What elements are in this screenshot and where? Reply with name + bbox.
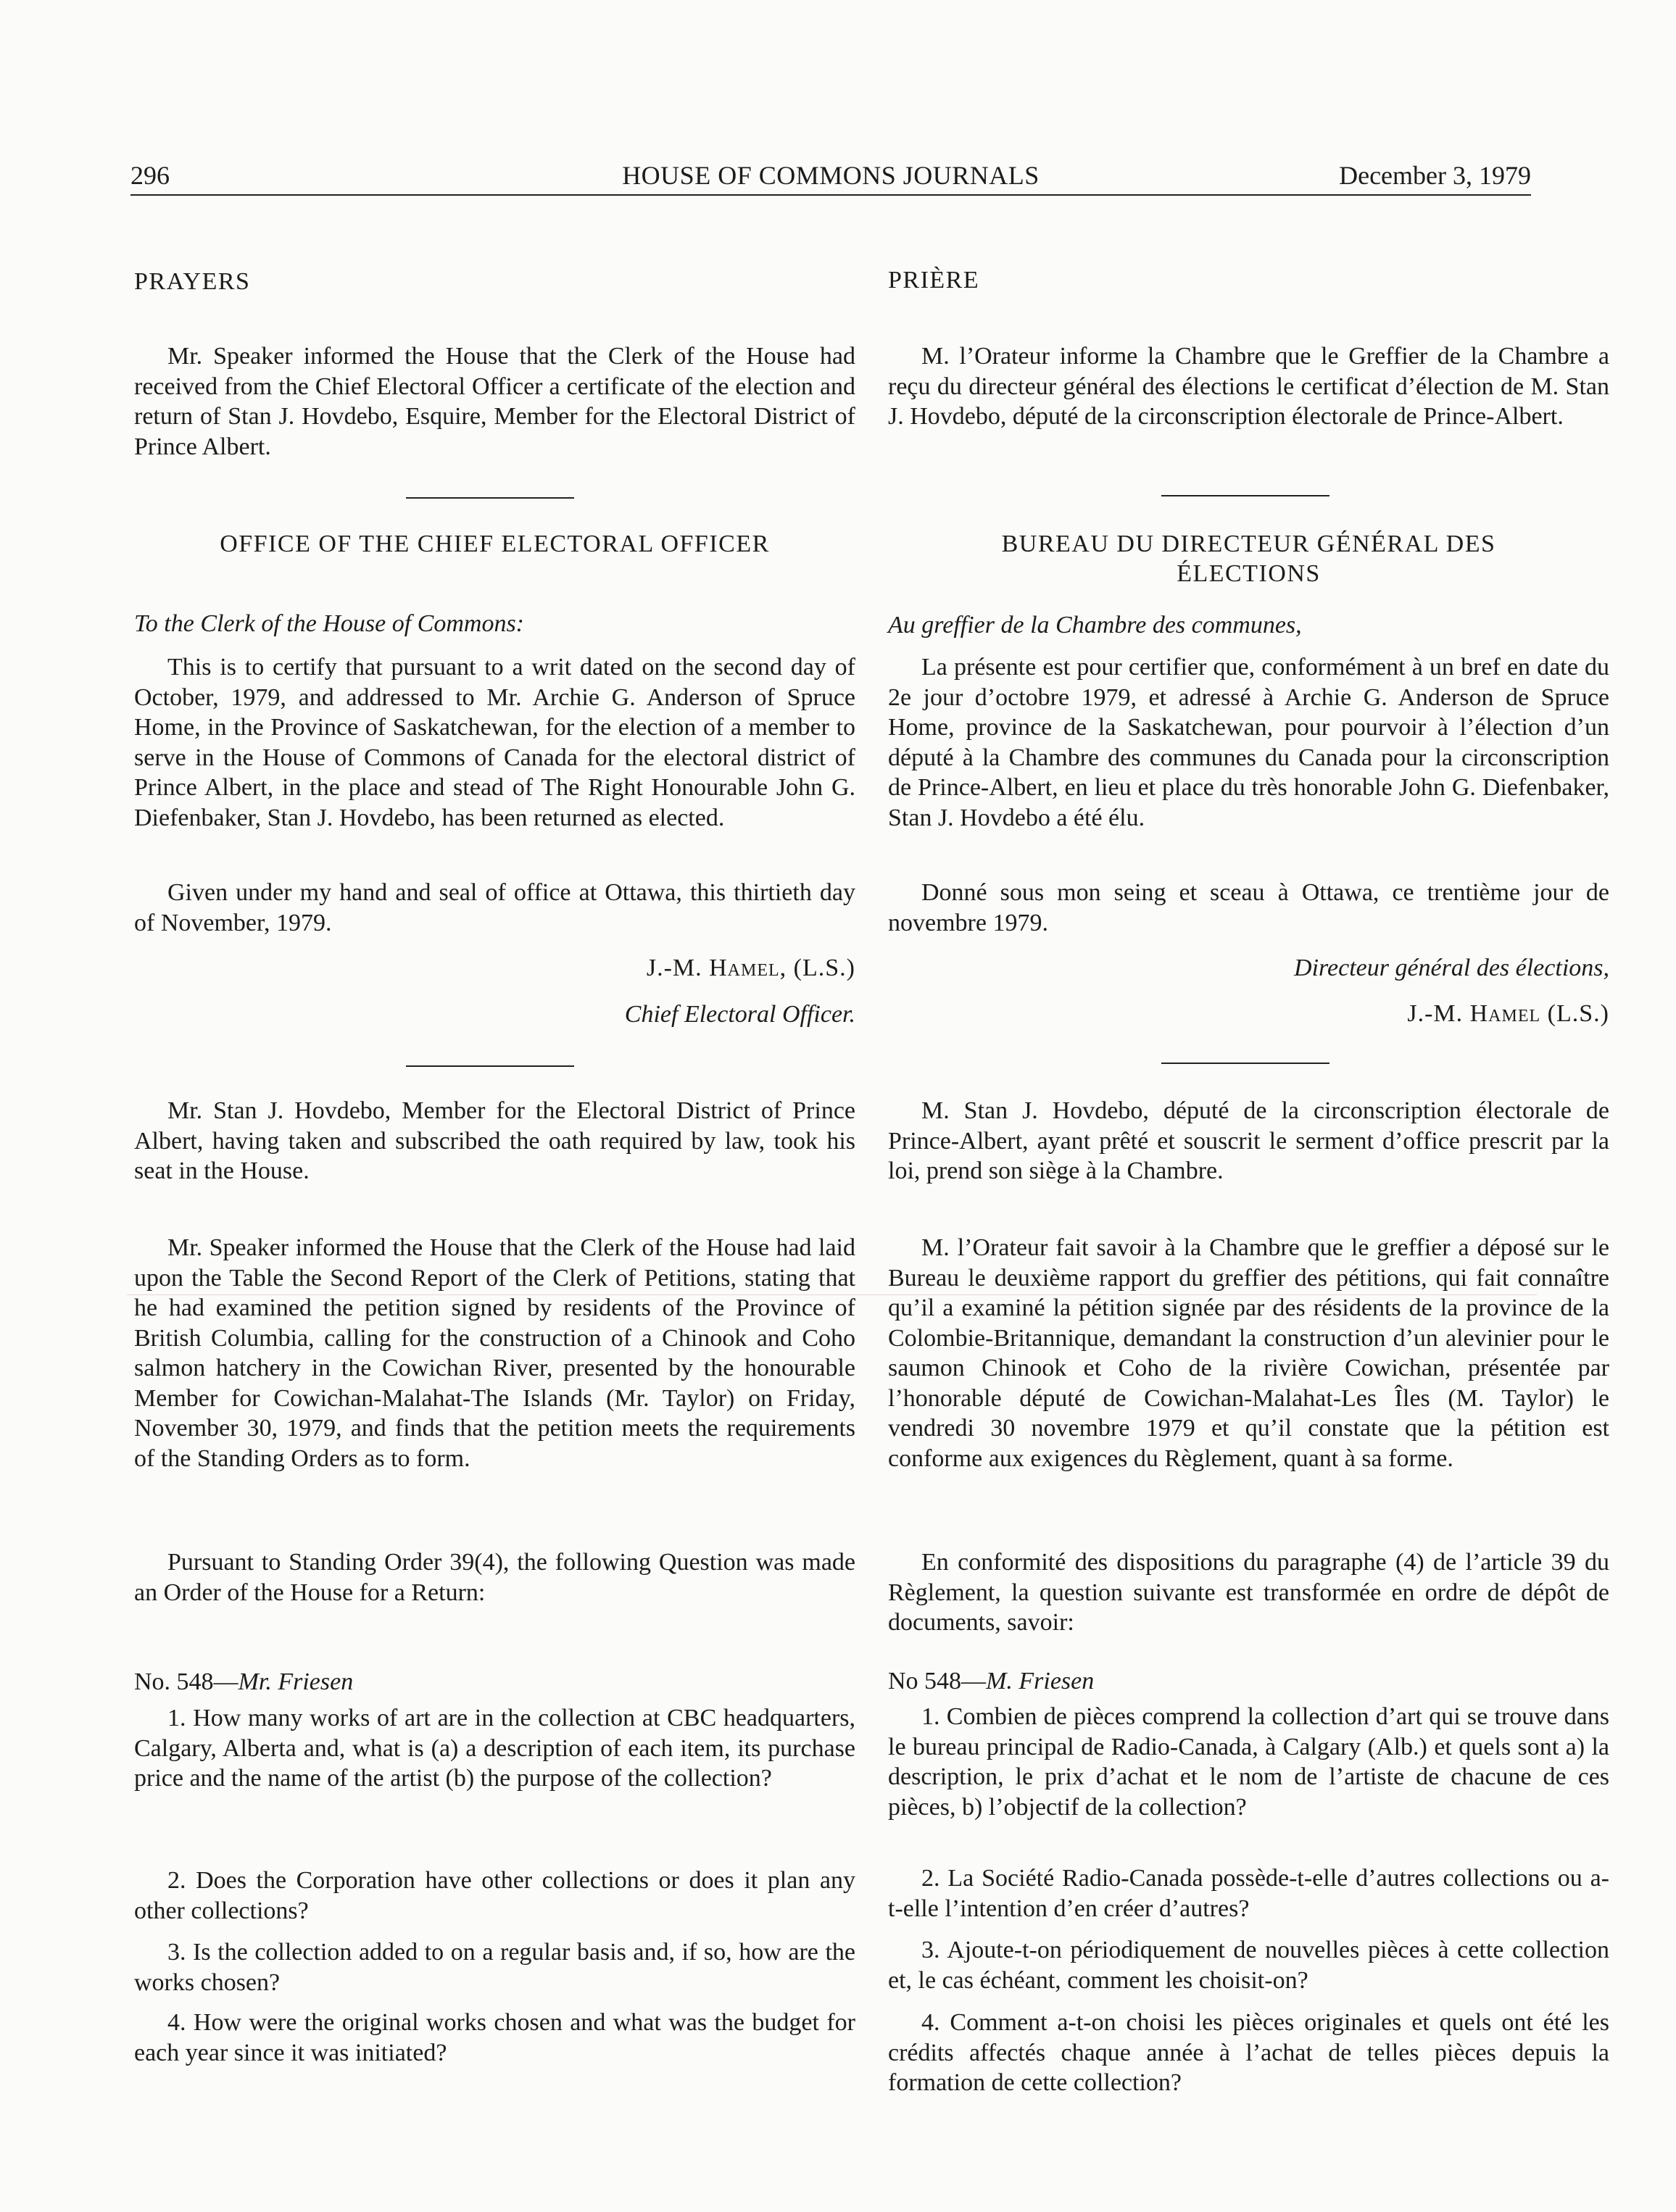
- question-number: No. 548—: [134, 1668, 238, 1695]
- header-date: December 3, 1979: [1339, 161, 1531, 190]
- addressee-line-fr: Au greffier de la Chambre des communes,: [888, 612, 1302, 639]
- signature-name-fr: J.-M. Hamel (L.S.): [1407, 1000, 1609, 1027]
- question-item-4-fr: 4. Comment a-t-on choisi les pièces originales et quels ont été les crédits affectés chaque année à l’achat de telles pièces depuis la formation de cette collection?: [888, 2009, 1609, 2096]
- question-item-1: 1. How many works of art are in the collection at CBC headquarters, Calgary, Alberta and, what is (a) a description of each item, its purchase price and the name of the artist (b) the purpose of the collection?: [134, 1705, 855, 1792]
- question-member-fr: M. Friesen: [986, 1668, 1095, 1695]
- petition-paragraph-fr: M. l’Orateur fait savoir à la Chambre que le greffier a déposé sur le Bureau le deuxième rapport du greffier des pétitions, qui fait connaître qu’il a examiné la pétition signée par des résidents de la province de la Colombie-Britannique, demandant la construction d’un alevinier pour le saumon Chinook et Coho de la rivière Cowichan, présentée par l’honorable député de Cowichan-Malahat-Les Îles (M. Taylor) le vendredi 30 novembre 1979 et qu’il constate que la pétition est conforme aux exigences du Règlement, quant à sa forme.: [888, 1234, 1609, 1472]
- petition-paragraph: Mr. Speaker informed the House that the Clerk of the House had laid upon the Table the Second Report of the Clerk of Petitions, stating that he had examined the petition signed by residents of the Province of British Columbia, calling for the construction of a Chinook and Coho salmon hatchery in the Cowichan River, presented by the honourable Member for Cowichan-Malahat-The Islands (Mr. Taylor) on Friday, November 30, 1979, and finds that the petition meets the requirements of the Standing Orders as to form.: [134, 1234, 855, 1472]
- office-heading-fr: [888, 529, 1609, 589]
- section-divider: [1161, 495, 1329, 496]
- office-heading-fr-line2: ÉLECTIONS: [1177, 560, 1321, 587]
- question-item-3-fr: 3. Ajoute-t-on périodiquement de nouvelles pièces à cette collection et, le cas échéant, comment les choisit-on?: [888, 1937, 1609, 1994]
- question-item-4: 4. How were the original works chosen and what was the budget for each year since it was initiated?: [134, 2009, 855, 2066]
- prayers-heading-fr: PRIÈRE: [888, 267, 980, 294]
- given-under-paragraph: Given under my hand and seal of office at Ottawa, this thirtieth day of November, 1979.: [134, 879, 855, 936]
- section-divider: [406, 497, 574, 499]
- speaker-certificate-paragraph-fr: M. l’Orateur informe la Chambre que le Greffier de la Chambre a reçu du directeur général des élections le certificat d’élection de M. Stan J. Hovdebo, député de la circonscription électorale de Prince-Albert.: [888, 343, 1609, 430]
- addressee-line: To the Clerk of the House of Commons:: [134, 610, 525, 637]
- section-divider: [406, 1065, 574, 1067]
- header-rule: [130, 194, 1531, 196]
- office-heading: OFFICE OF THE CHIEF ELECTORAL OFFICER: [220, 531, 770, 557]
- page-number: 296: [130, 161, 170, 190]
- standing-order-paragraph: Pursuant to Standing Order 39(4), the following Question was made an Order of the House for a Return:: [134, 1549, 855, 1606]
- signature-title: Chief Electoral Officer.: [624, 1001, 855, 1028]
- question-heading-fr: [888, 1666, 1609, 1697]
- question-item-3: 3. Is the collection added to on a regular basis and, if so, how are the works chosen?: [134, 1939, 855, 1996]
- question-number-fr: No 548—: [888, 1668, 987, 1695]
- standing-order-paragraph-fr: En conformité des dispositions du paragraphe (4) de l’article 39 du Règlement, la question suivante est transformée en ordre de dépôt de documents, savoir:: [888, 1549, 1609, 1636]
- prayers-heading: PRAYERS: [134, 268, 251, 295]
- signature-name: J.-M. Hamel, (L.S.): [646, 955, 855, 981]
- question-heading: [134, 1667, 855, 1697]
- oath-paragraph-fr: M. Stan J. Hovdebo, député de la circonscription électorale de Prince-Albert, ayant prêté et souscrit le serment d’office prescrit par la loi, prend son siège à la Chambre.: [888, 1097, 1609, 1184]
- certification-paragraph-fr: La présente est pour certifier que, conformément à un bref en date du 2e jour d’octobre 1979, et adressé à Archie G. Anderson de Spruce Home, province de la Saskatchewan, pour pourvoir à l’élection d’un député à la Chambre des communes du Canada pour la circonscription de Prince-Albert, en lieu et place du très honorable John G. Diefenbaker, Stan J. Hovdebo a été élu.: [888, 654, 1609, 831]
- certification-paragraph: This is to certify that pursuant to a writ dated on the second day of October, 1979, and addressed to Mr. Archie G. Anderson of Spruce Home, in the Province of Saskatchewan, for the election of a member to serve in the House of Commons of Canada for the electoral district of Prince Albert, in the place and stead of The Right Honourable John G. Diefenbaker, Stan J. Hovdebo, has been returned as elected.: [134, 654, 855, 831]
- oath-paragraph: Mr. Stan J. Hovdebo, Member for the Electoral District of Prince Albert, having taken and subscribed the oath required by law, took his seat in the House.: [134, 1097, 855, 1184]
- question-item-2-fr: 2. La Société Radio-Canada possède-t-elle d’autres collections ou a-t-elle l’intention d’en créer d’autres?: [888, 1865, 1609, 1922]
- signature-title-fr: Directeur général des élections,: [1294, 955, 1609, 981]
- office-heading-fr-line1: BUREAU DU DIRECTEUR GÉNÉRAL DES: [1001, 531, 1496, 557]
- section-divider: [1161, 1063, 1329, 1064]
- question-item-2: 2. Does the Corporation have other collections or does it plan any other collections?: [134, 1867, 855, 1924]
- running-header: [130, 158, 1531, 193]
- question-member: Mr. Friesen: [238, 1668, 354, 1695]
- given-under-paragraph-fr: Donné sous mon seing et sceau à Ottawa, ce trentième jour de novembre 1979.: [888, 879, 1609, 936]
- journal-title: HOUSE OF COMMONS JOURNALS: [622, 161, 1040, 190]
- question-item-1-fr: 1. Combien de pièces comprend la collection d’art qui se trouve dans le bureau principal de Radio-Canada, à Calgary (Alb.) et quels sont a) la description, le prix d’achat et le nom de l’artiste de chacune de ces pièces, b) l’objectif de la collection?: [888, 1703, 1609, 1821]
- speaker-certificate-paragraph: Mr. Speaker informed the House that the Clerk of the House had received from the Chief Electoral Officer a certificate of the election and return of Stan J. Hovdebo, Esquire, Member for the Electoral District of Prince Albert.: [134, 343, 855, 460]
